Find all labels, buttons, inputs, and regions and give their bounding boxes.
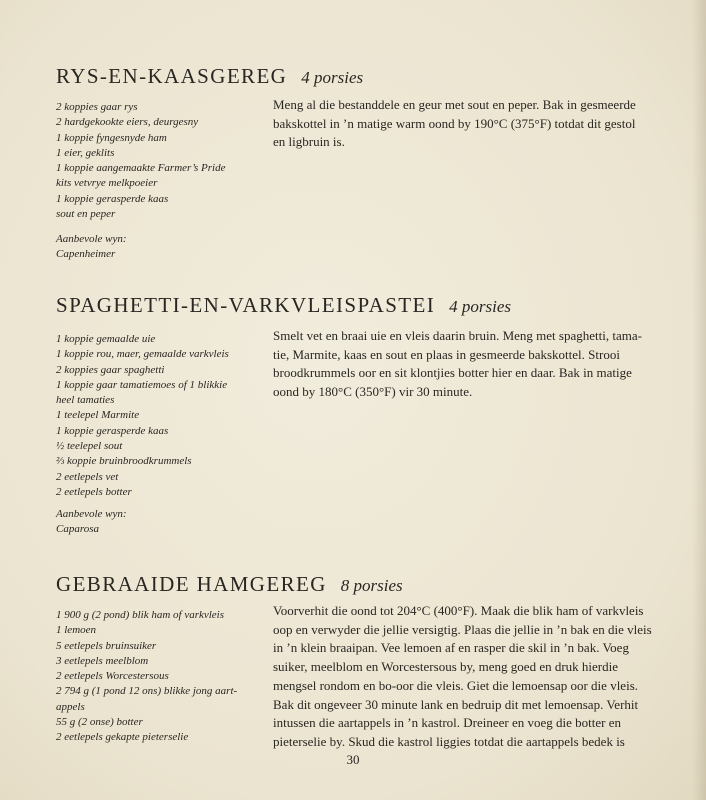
recipe-servings: 4 porsies: [449, 297, 511, 316]
wine-name: Caparosa: [56, 523, 99, 536]
wine-recommendation: [56, 507, 127, 538]
method-line: bakskottel in ’n matige warm oond by 190°C (375°F) totdat dit gestol: [273, 115, 636, 131]
wine-label: Aanbevole wyn:: [56, 508, 127, 520]
ingredient-item: 55 g (2 onse) botter: [56, 716, 143, 729]
ingredient-item: 1 koppie gerasperde kaas: [56, 192, 169, 205]
recipe-title: SPAGHETTI-EN-VARKVLEISPASTEI: [56, 293, 436, 317]
method-line: pieterselie by. Skud die kastrol liggies totdat die aartappels bedek is: [273, 733, 625, 749]
recipe-title: GEBRAAIDE HAMGEREG: [56, 572, 327, 596]
ingredient-item: 5 eetlepels bruinsuiker: [56, 639, 157, 652]
method-line: intussen die aartappels in ’n kastrol. Dreineer en voeg die botter en: [273, 715, 621, 731]
ingredient-list: [56, 608, 266, 746]
ingredient-item: 1 lemoen: [56, 624, 97, 637]
ingredient-item: sout en peper: [56, 208, 116, 221]
ingredient-list: [56, 100, 266, 222]
ingredient-item: 1 koppie fyngesnyde ham: [56, 131, 167, 144]
ingredient-item: 1 koppie rou, maer, gemaalde varkvleis: [56, 348, 229, 361]
ingredient-item: heel tamaties: [56, 394, 115, 407]
ingredient-item: 1 koppie gerasperde kaas: [56, 424, 169, 437]
ingredient-item: 1 teelepel Marmite: [56, 409, 140, 422]
ingredient-item: 3 eetlepels meelblom: [56, 654, 149, 667]
ingredient-list: [56, 332, 266, 500]
recipe-title-row: [56, 293, 511, 318]
wine-name: Capenheimer: [56, 248, 116, 261]
book-spine-shadow: [692, 0, 706, 800]
ingredient-item: 2 eetlepels Worcestersous: [56, 670, 169, 683]
ingredient-item: 1 900 g (2 pond) blik ham of varkvleis: [56, 609, 225, 621]
ingredient-item: 2 koppies gaar spaghetti: [56, 363, 165, 376]
recipe-title: RYS-EN-KAASGEREG: [56, 64, 288, 88]
ingredient-item: ⅔ koppie bruinbroodkrummels: [56, 455, 192, 468]
ingredient-item: 2 eetlepels vet: [56, 470, 119, 483]
method-line: tie, Marmite, kaas en sout en plaas in gesmeerde bakskottel. Strooi: [273, 346, 620, 362]
method-line: Bak dit ongeveer 30 minute lank en bedruip dit met lemoensap. Verhit: [273, 696, 639, 712]
recipe-title-row: [56, 572, 403, 597]
method-line: oop en verwyder die jellie versigtig. Plaas die jellie in ’n bak en die vleis: [273, 621, 652, 637]
ingredient-item: 1 koppie gaar tamatiemoes of 1 blikkie: [56, 378, 228, 391]
ingredient-item: 2 eetlepels gekapte pieterselie: [56, 731, 189, 744]
page-number: 30: [346, 752, 360, 767]
ingredient-item: 1 eier, geklits: [56, 146, 115, 159]
method-line: in ’n klein braaipan. Vee lemoen af en rasper die skil in ’n bak. Voeg: [273, 640, 629, 656]
method-text: [273, 327, 673, 402]
recipe-servings: 4 porsies: [301, 68, 364, 87]
wine-recommendation: [56, 232, 127, 263]
ingredient-item: 2 794 g (1 pond 12 ons) blikke jong aart-: [56, 685, 238, 698]
method-line: oond by 180°C (350°F) vir 30 minute.: [273, 384, 473, 400]
ingredient-item: appels: [56, 700, 85, 713]
ingredient-item: 2 koppies gaar rys: [56, 101, 138, 113]
wine-label: Aanbevole wyn:: [56, 233, 127, 245]
method-line: suiker, meelblom en Worcestersous by, meng goed en druk hierdie: [273, 659, 619, 675]
recipe-title-row: [56, 64, 363, 89]
ingredient-item: 2 eetlepels botter: [56, 485, 132, 498]
ingredient-item: ½ teelepel sout: [56, 440, 123, 453]
ingredient-item: kits vetvrye melkpoeier: [56, 177, 158, 190]
method-line: Smelt vet en braai uie en vleis daarin bruin. Meng met spaghetti, tama-: [273, 328, 642, 343]
method-text: [273, 602, 673, 752]
method-line: broodkrummels oor en sit klontjies botter hier en daar. Bak in matige: [273, 365, 632, 381]
method-line: en ligbruin is.: [273, 134, 345, 150]
recipe-servings: 8 porsies: [340, 576, 403, 595]
ingredient-item: 1 koppie gemaalde uie: [56, 333, 156, 345]
ingredient-item: 2 hardgekookte eiers, deurgesny: [56, 116, 199, 129]
method-line: mengsel rondom en bo-oor die vleis. Giet die lemoensap oor die vleis.: [273, 677, 638, 693]
ingredient-item: 1 koppie aangemaakte Farmer’s Pride: [56, 162, 226, 175]
method-text: [273, 96, 673, 152]
method-line: Meng al die bestanddele en geur met sout en peper. Bak in gesmeerde: [273, 97, 636, 112]
method-line: Voorverhit die oond tot 204°C (400°F). Maak die blik ham of varkvleis: [273, 603, 644, 618]
